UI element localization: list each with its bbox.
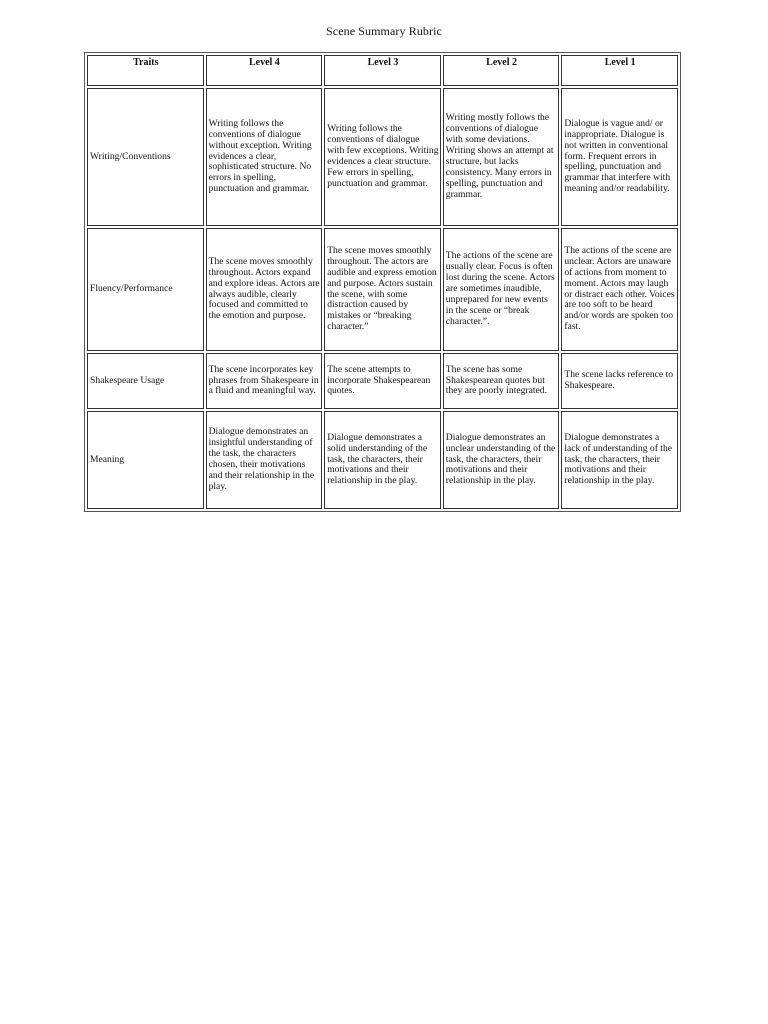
table-row <box>87 411 678 509</box>
table-row <box>87 353 678 409</box>
rubric-cell: Writing mostly follows the conventions of dialogue with some deviations. Writing shows an attempt at structure, but lacks consistency. Many errors in spelling, punctuation and grammar. <box>443 88 560 226</box>
rubric-cell: The scene attempts to incorporate Shakespearean quotes. <box>324 353 441 409</box>
table-row <box>87 228 678 351</box>
trait-label: Meaning <box>87 411 204 509</box>
rubric-cell: The scene incorporates key phrases from Shakespeare in a fluid and meaningful way. <box>206 353 323 409</box>
document-title: Scene Summary Rubric <box>326 24 442 38</box>
rubric-cell: Dialogue demonstrates an insightful understanding of the task, the characters chosen, their motivations and their relationship in the play. <box>206 411 323 509</box>
rubric-cell: Writing follows the conventions of dialogue without exception. Writing evidences a clear, sophisticated structure. No errors in spelling, punctuation and grammar. <box>206 88 323 226</box>
trait-label: Writing/Conventions <box>87 88 204 226</box>
header-row <box>87 55 678 86</box>
rubric-table <box>84 52 681 512</box>
trait-label: Fluency/Performance <box>87 228 204 351</box>
rubric-cell: The scene lacks reference to Shakespeare. <box>561 353 678 409</box>
rubric-cell: Dialogue is vague and/ or inappropriate. Dialogue is not written in conventional form. Frequent errors in spelling, punctuation and grammar that interfere with meaning and/or readability. <box>561 88 678 226</box>
rubric-cell: The scene moves smoothly throughout. Actors expand and explore ideas. Actors are always audible, clearly focused and committed to the emotion and purpose. <box>206 228 323 351</box>
header-level-3: Level 3 <box>324 55 441 86</box>
rubric-cell: The actions of the scene are usually clear. Focus is often lost during the scene. Actors are sometimes inaudible, unprepared for new events in the scene or “break character.”. <box>443 228 560 351</box>
rubric-cell: Dialogue demonstrates an unclear understanding of the task, the characters, their motivations and their relationship in the play. <box>443 411 560 509</box>
rubric-cell: Dialogue demonstrates a solid understanding of the task, the characters, their motivations and their relationship in the play. <box>324 411 441 509</box>
trait-label: Shakespeare Usage <box>87 353 204 409</box>
rubric-cell: Writing follows the conventions of dialogue with few exceptions. Writing evidences a clear structure. Few errors in spelling, punctuation and grammar. <box>324 88 441 226</box>
header-level-2: Level 2 <box>443 55 560 86</box>
header-traits: Traits <box>87 55 204 86</box>
rubric-cell: The scene has some Shakespearean quotes but they are poorly integrated. <box>443 353 560 409</box>
table-row <box>87 88 678 226</box>
rubric-cell: The scene moves smoothly throughout. The actors are audible and express emotion and purpose. Actors sustain the scene, with some distraction caused by mistakes or “breaking character.” <box>324 228 441 351</box>
rubric-cell: Dialogue demonstrates a lack of understanding of the task, the characters, their motivations and their relationship in the play. <box>561 411 678 509</box>
header-level-4: Level 4 <box>206 55 323 86</box>
rubric-cell: The actions of the scene are unclear. Actors are unaware of actions from moment to moment. Actors may laugh or distract each other. Voices are too soft to be heard and/or words are spoken too fast. <box>561 228 678 351</box>
header-level-1: Level 1 <box>561 55 678 86</box>
